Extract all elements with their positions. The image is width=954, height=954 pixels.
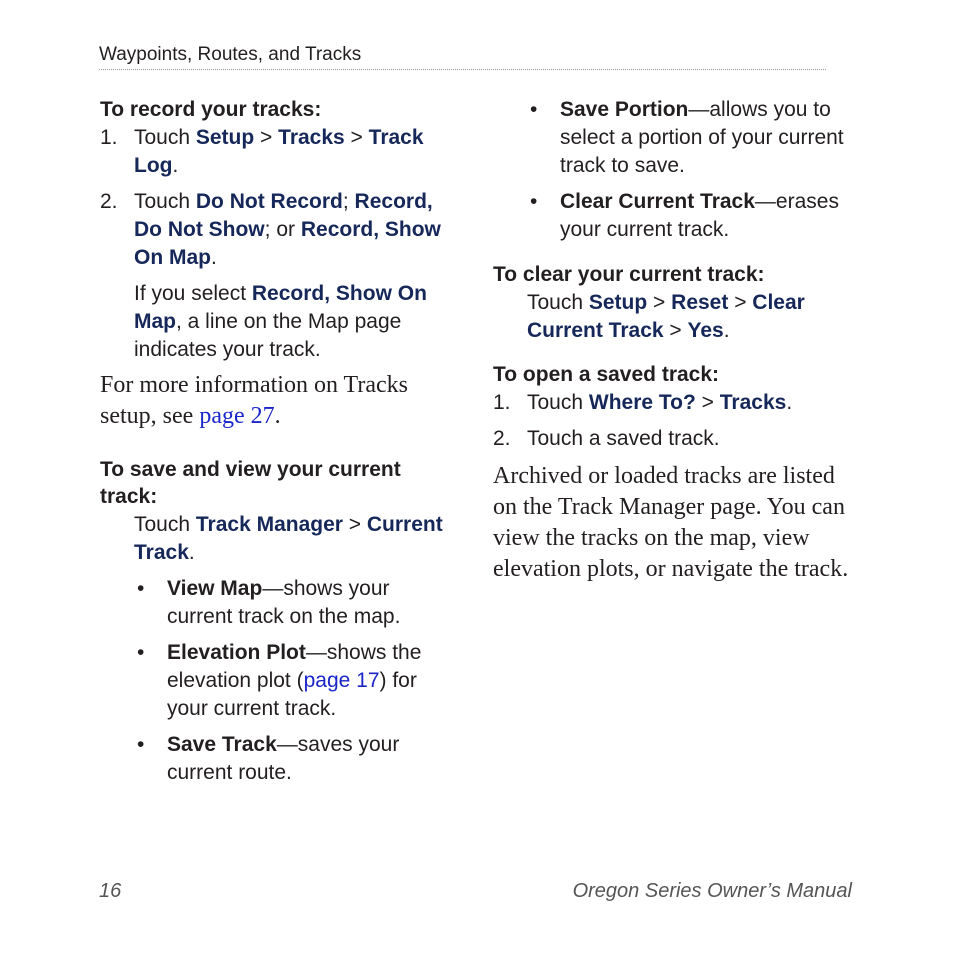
save-view-heading: To save and view your current track: bbox=[100, 458, 401, 508]
page-number: 16 bbox=[99, 880, 122, 902]
open-track-heading: To open a saved track: bbox=[493, 363, 720, 386]
period: . bbox=[172, 154, 179, 177]
bullet-dot: • bbox=[530, 190, 538, 213]
step-text: Touch bbox=[134, 126, 196, 149]
clear-track-heading: To clear your current track: bbox=[493, 263, 765, 286]
tracks-keyword: Tracks bbox=[719, 391, 787, 414]
save-portion-term: Save Portion bbox=[560, 98, 689, 121]
step-text: Touch bbox=[134, 190, 196, 213]
elevation-plot-term: Elevation Plot bbox=[167, 641, 306, 664]
separator: > bbox=[342, 513, 367, 536]
separator: > bbox=[344, 126, 369, 149]
period: . bbox=[211, 246, 217, 269]
record-do-not-show-keyword: Record, Do Not Show bbox=[134, 190, 433, 241]
view-map-term: View Map bbox=[167, 577, 263, 600]
separator: > bbox=[254, 126, 279, 149]
bullet-save-portion bbox=[493, 96, 853, 180]
bullet-description: —shows the elevation plot ( bbox=[167, 641, 422, 692]
record-show-on-map-keyword: Record, Show On Map bbox=[134, 218, 441, 269]
bullet-description: —saves your current route. bbox=[167, 733, 400, 784]
separator: > bbox=[695, 391, 720, 414]
bullet-dot: • bbox=[137, 577, 145, 600]
period: . bbox=[723, 319, 730, 342]
bullet-description: —erases your current track. bbox=[560, 190, 839, 241]
separator: ; or bbox=[264, 218, 301, 241]
archived-tracks-paragraph: Archived or loaded tracks are listed on the Track Manager page. You can view the tracks on the map, view elevation plots, or navigate the track. bbox=[493, 463, 849, 582]
header-divider bbox=[99, 69, 826, 70]
bullet-description: —allows you to select a portion of your current track to save. bbox=[560, 98, 844, 177]
left-column bbox=[100, 96, 460, 787]
running-header: Waypoints, Routes, and Tracks bbox=[99, 44, 362, 65]
instruction-text: Touch bbox=[134, 513, 196, 536]
record-note bbox=[100, 280, 460, 364]
clear-current-track-keyword: Clear Current Track bbox=[527, 291, 805, 342]
step-number: 1. bbox=[493, 391, 511, 414]
open-step-2 bbox=[493, 425, 853, 453]
record-show-on-map-keyword: Record, Show On Map bbox=[134, 282, 427, 333]
current-track-keyword: Current Track bbox=[134, 513, 443, 564]
track-log-keyword: Track Log bbox=[134, 126, 424, 177]
open-step-1 bbox=[493, 389, 853, 417]
more-info-text: For more information on Tracks setup, see bbox=[100, 372, 408, 429]
setup-keyword: Setup bbox=[195, 126, 255, 149]
bullet-clear-current-track bbox=[493, 188, 853, 244]
record-step-2 bbox=[100, 188, 460, 272]
setup-keyword: Setup bbox=[588, 291, 648, 314]
record-tracks-heading: To record your tracks: bbox=[100, 98, 322, 121]
page-17-link[interactable]: page 17 bbox=[303, 669, 380, 692]
step-number: 2. bbox=[100, 190, 118, 213]
bullet-elevation-plot bbox=[100, 639, 460, 723]
separator: > bbox=[728, 291, 753, 314]
clear-track-instruction bbox=[493, 289, 853, 345]
bullet-description: —shows your current track on the map. bbox=[167, 577, 401, 628]
bullet-dot: • bbox=[137, 641, 145, 664]
note-text: , a line on the Map page indicates your track. bbox=[134, 310, 402, 361]
record-step-1 bbox=[100, 124, 460, 180]
right-column bbox=[493, 96, 853, 585]
separator: > bbox=[663, 319, 688, 342]
where-to-keyword: Where To? bbox=[588, 391, 696, 414]
period: . bbox=[274, 403, 281, 429]
more-info-paragraph bbox=[100, 370, 460, 432]
save-track-term: Save Track bbox=[167, 733, 277, 756]
bullet-dot: • bbox=[137, 733, 145, 756]
manual-title: Oregon Series Owner’s Manual bbox=[572, 880, 852, 902]
step-number: 2. bbox=[493, 427, 511, 450]
bullet-save-track bbox=[100, 731, 460, 787]
tracks-keyword: Tracks bbox=[278, 126, 345, 149]
do-not-record-keyword: Do Not Record bbox=[195, 190, 343, 213]
period: . bbox=[786, 391, 793, 414]
page-27-link[interactable]: page 27 bbox=[199, 403, 275, 429]
track-manager-keyword: Track Manager bbox=[195, 513, 343, 536]
bullet-view-map bbox=[100, 575, 460, 631]
period: . bbox=[188, 541, 195, 564]
save-view-instruction bbox=[100, 511, 460, 567]
separator: > bbox=[647, 291, 672, 314]
step-text: Touch a saved track. bbox=[527, 427, 720, 450]
separator: ; bbox=[342, 190, 355, 213]
note-text: If you select bbox=[134, 282, 252, 305]
instruction-text: Touch bbox=[527, 291, 589, 314]
step-text: Touch bbox=[527, 391, 589, 414]
step-number: 1. bbox=[100, 126, 118, 149]
bullet-description: ) for your current track. bbox=[167, 669, 417, 720]
bullet-dot: • bbox=[530, 98, 538, 121]
yes-keyword: Yes bbox=[687, 319, 724, 342]
clear-current-track-term: Clear Current Track bbox=[560, 190, 755, 213]
reset-keyword: Reset bbox=[671, 291, 729, 314]
